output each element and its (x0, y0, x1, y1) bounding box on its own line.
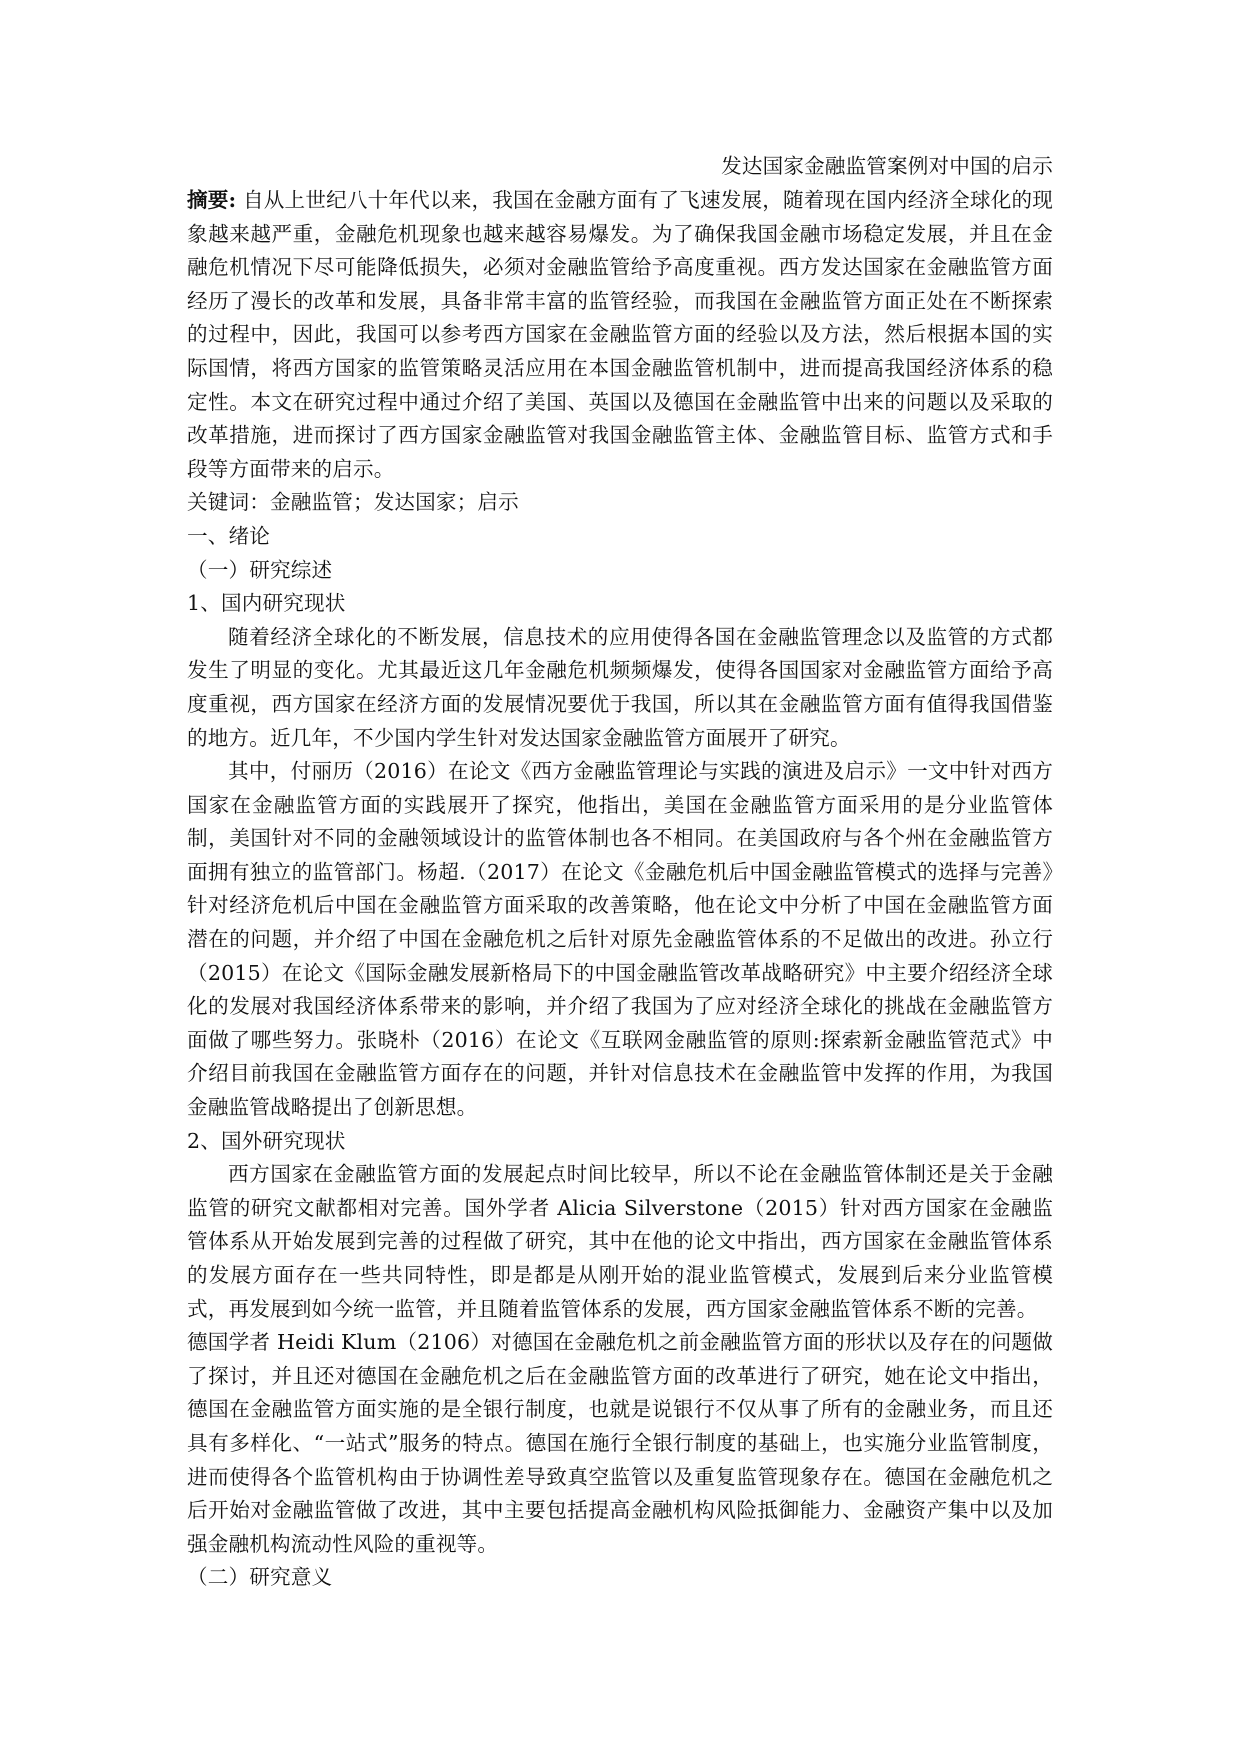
paragraph-domestic-2: 其中，付丽历（2016）在论文《西方金融监管理论与实践的演进及启示》一文中针对西方国家在金融监管方面的实践展开了探究，他指出，美国在金融监管方面采用的是分业监管体制，美国针对不同的金融领域设计的监管体制也各不相同。在美国政府与各个州在金融监管方面拥有独立的监管部门。杨超.（2017）在论文《金融危机后中国金融监管模式的选择与完善》针对经济危机后中国在金融监管方面采取的改善策略，他在论文中分析了中国在金融监管方面潜在的问题，并介绍了中国在金融危机之后针对原先金融监管体系的不足做出的改进。孙立行（2015）在论文《国际金融发展新格局下的中国金融监管改革战略研究》中主要介绍经济全球化的发展对我国经济体系带来的影响，并介绍了我国为了应对经济全球化的挑战在金融监管方面做了哪些努力。张晓朴（2016）在论文《互联网金融监管的原则:探索新金融监管范式》中介绍目前我国在金融监管方面存在的问题，并针对信息技术在金融监管中发挥的作用，为我国金融监管战略提出了创新思想。 (187, 759, 1053, 1120)
abstract-label: 摘要: (187, 188, 237, 212)
document-title: 发达国家金融监管案例对中国的启示 (721, 154, 1053, 178)
section-heading-introduction: 一、绪论 (187, 523, 270, 548)
paragraph-foreign-1: 西方国家在金融监管方面的发展起点时间比较早，所以不论在金融监管体制还是关于金融监管的研究文献都相对完善。国外学者 Alicia Silverstone（2015）针对西方国家在金融监管体系从开始发展到完善的过程做了研究，其中在他的论文中指出，西方国家在金融监管体系的发展方面存在一些共同特性，即是都是从刚开始的混业监管模式，发展到后来分业监管模式，再发展到如今统一监管，并且随着监管体系的发展，西方国家金融监管体系不断的完善。 (187, 1162, 1053, 1321)
subsection-heading-research-significance: （二）研究意义 (187, 1565, 333, 1590)
keywords-line: 关键词：金融监管；发达国家；启示 (187, 490, 519, 515)
subsection-heading-research-review: （一）研究综述 (187, 557, 333, 582)
paragraph-foreign-2: 德国学者 Heidi Klum（2106）对德国在金融危机之前金融监管方面的形状以及存在的问题做了探讨，并且还对德国在金融危机之后在金融监管方面的改革进行了研究，她在论文中指出，德国在金融监管方面实施的是全银行制度，也就是说银行不仅从事了所有的金融业务，而且还具有多样化、“一站式”服务的特点。德国在施行全银行制度的基础上，也实施分业监管制度，进而使得各个监管机构由于协调性差导致真空监管以及重复监管现象存在。德国在金融危机之后开始对金融监管做了改进，其中主要包括提高金融机构风险抵御能力、金融资产集中以及加强金融机构流动性风险的重视等。 (187, 1330, 1053, 1556)
document-body (187, 150, 1053, 1595)
item-heading-foreign-research: 2、国外研究现状 (187, 1128, 346, 1153)
abstract-text: 自从上世纪八十年代以来，我国在金融方面有了飞速发展，随着现在国内经济全球化的现象越来越严重，金融危机现象也越来越容易爆发。为了确保我国金融市场稳定发展，并且在金融危机情况下尽可能降低损失，必须对金融监管给予高度重视。西方发达国家在金融监管方面经历了漫长的改革和发展，具备非常丰富的监管经验，而我国在金融监管方面正处在不断探索的过程中，因此，我国可以参考西方国家在金融监管方面的经验以及方法，然后根据本国的实际国情，将西方国家的监管策略灵活应用在本国金融监管机制中，进而提高我国经济体系的稳定性。本文在研究过程中通过介绍了美国、英国以及德国在金融监管中出来的问题以及采取的改革措施，进而探讨了西方国家金融监管对我国金融监管主体、金融监管目标、监管方式和手段等方面带来的启示。 (187, 188, 1053, 481)
abstract-paragraph (187, 184, 1053, 486)
item-heading-domestic-research: 1、国内研究现状 (187, 591, 346, 616)
paragraph-domestic-1: 随着经济全球化的不断发展，信息技术的应用使得各国在金融监管理念以及监管的方式都发生了明显的变化。尤其最近这几年金融危机频频爆发，使得各国国家对金融监管方面给予高度重视，西方国家在经济方面的发展情况要优于我国，所以其在金融监管方面有值得我国借鉴的地方。近几年，不少国内学生针对发达国家金融监管方面展开了研究。 (187, 624, 1053, 750)
